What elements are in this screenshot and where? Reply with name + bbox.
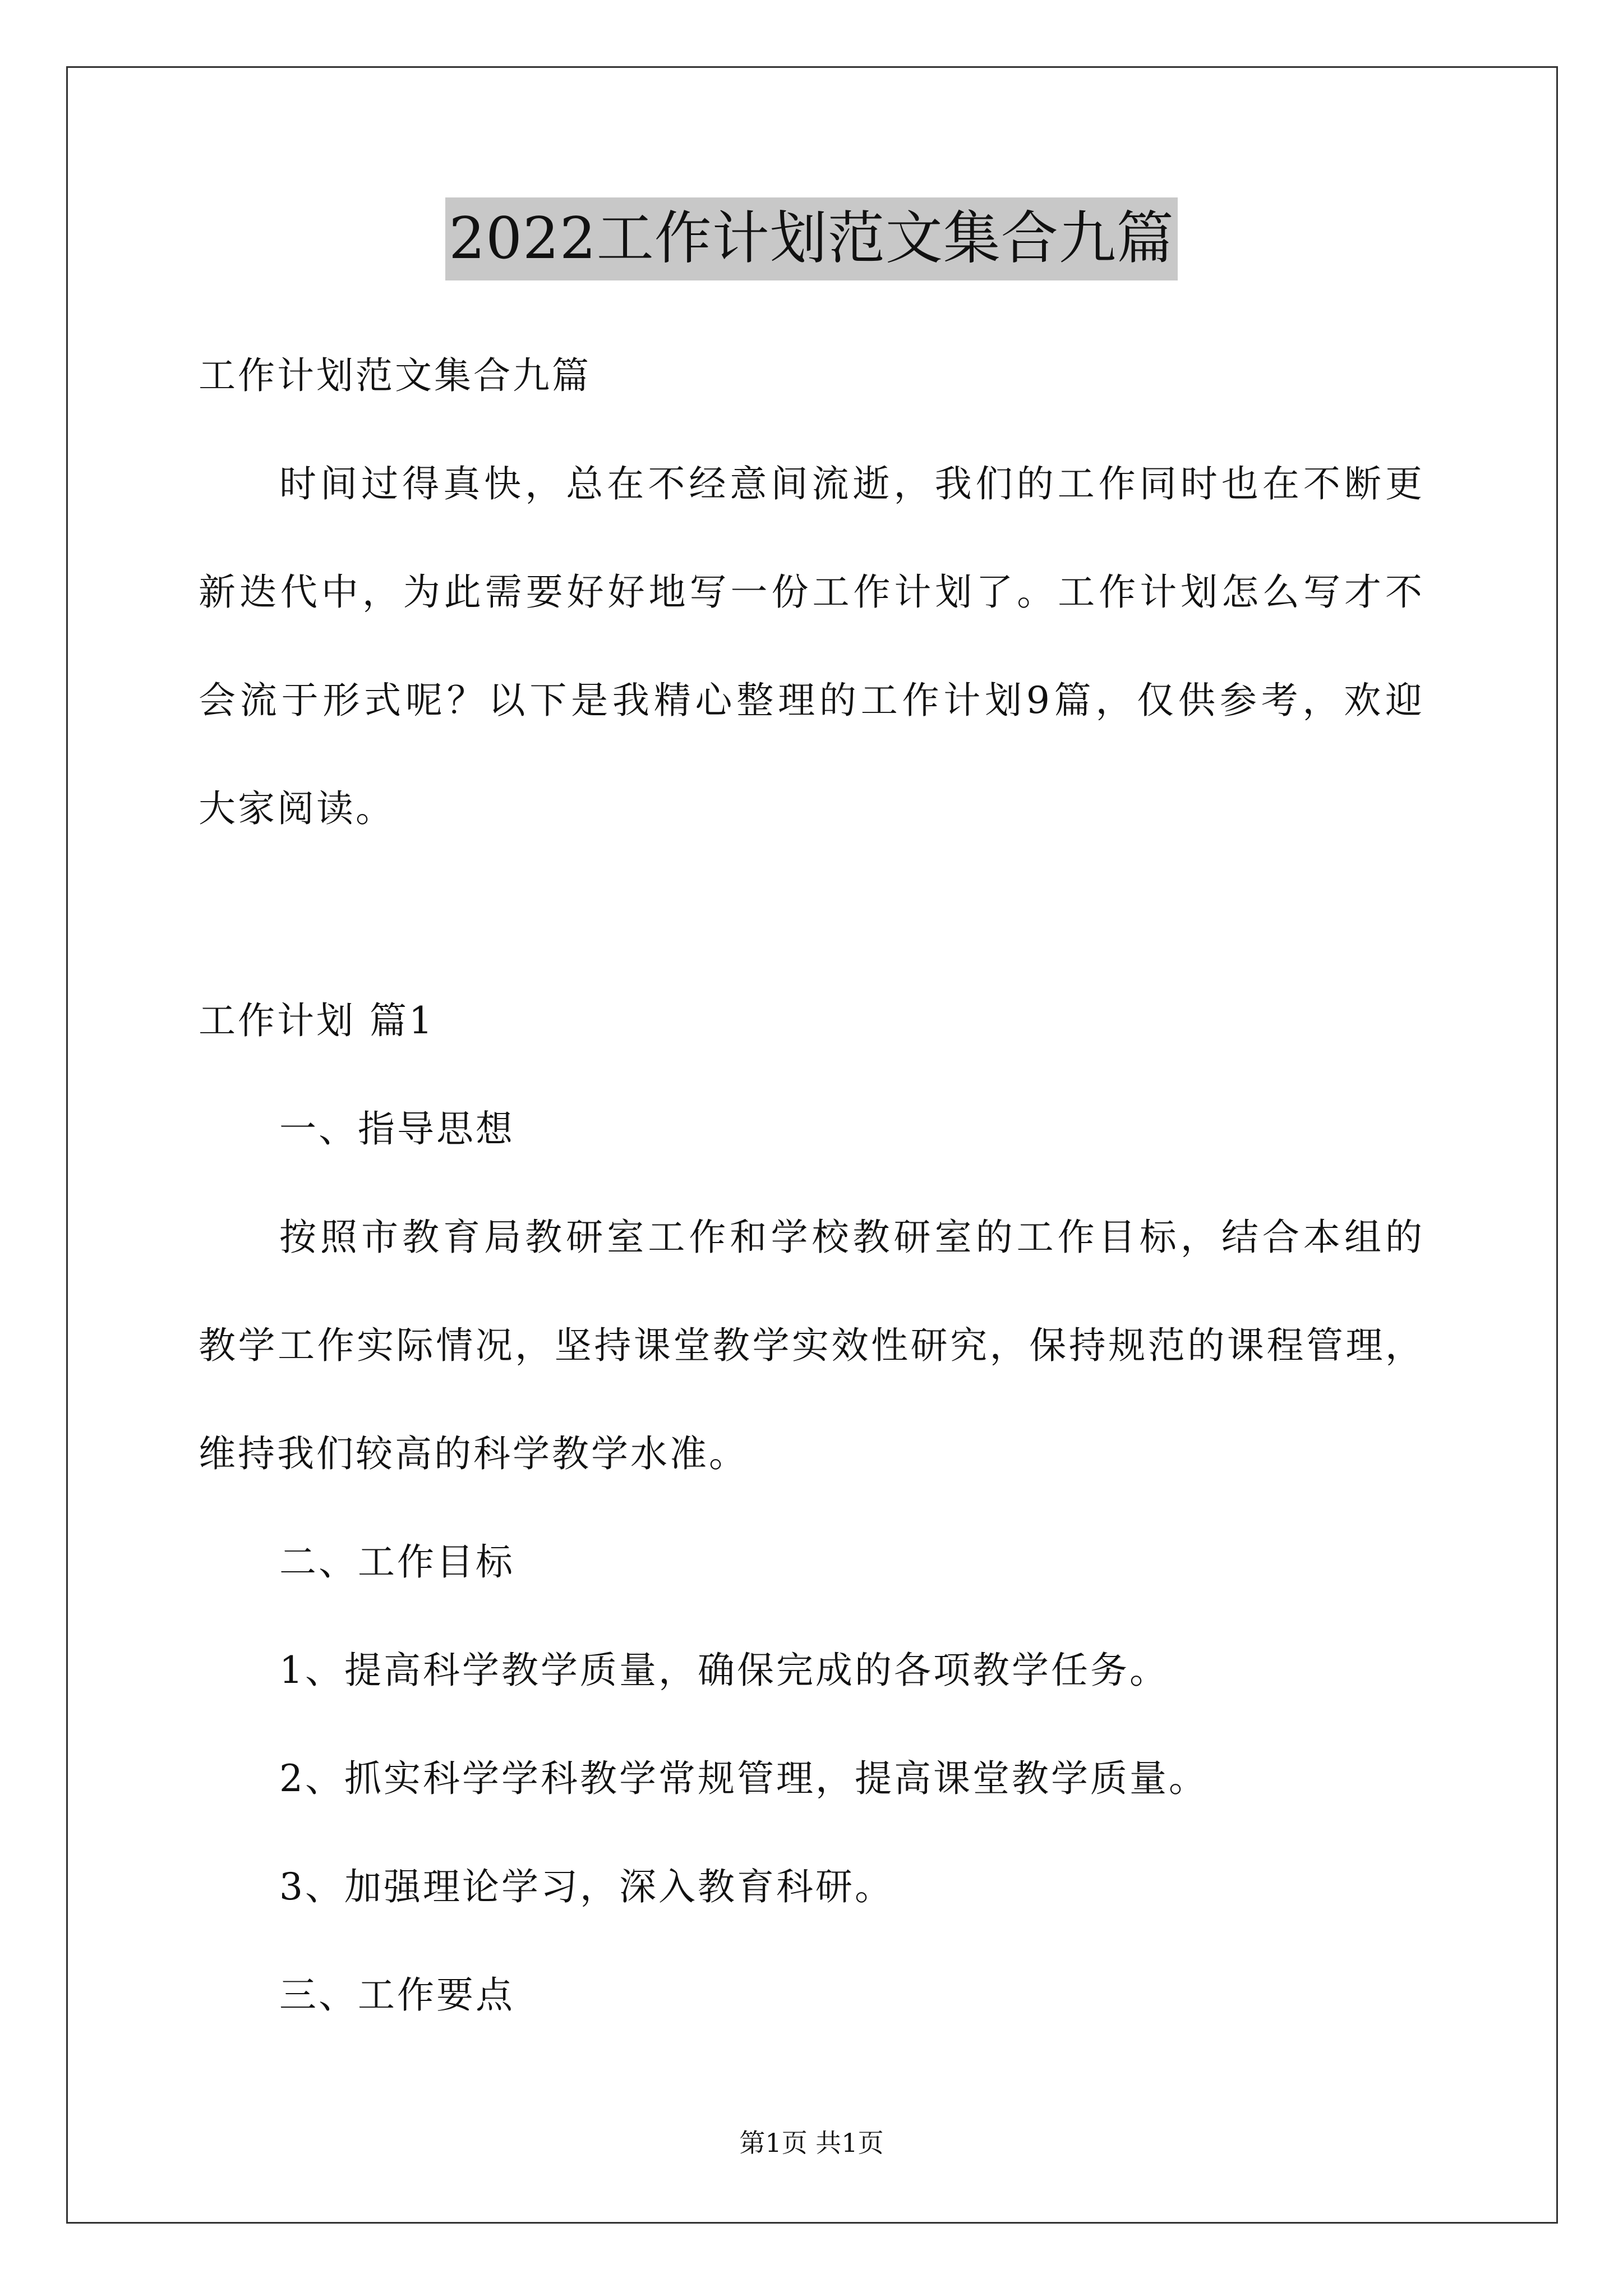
document-title: 2022工作计划范文集合九篇 (445, 197, 1178, 280)
page-footer: 第1页 共1页 (739, 2128, 884, 2158)
paragraph-1-line-2: 教学工作实际情况，坚持课堂教学实效性研究，保持规范的课程管理， (199, 1324, 1424, 1367)
goal-item-3: 3、加强理论学习，深入教育科研。 (279, 1865, 894, 1908)
intro-line-2: 新迭代中，为此需要好好地写一份工作计划了。工作计划怎么写才不 (199, 570, 1424, 614)
section-heading: 工作计划 篇1 (199, 999, 435, 1042)
heading-work-goals: 二、工作目标 (279, 1540, 515, 1584)
heading-guiding-ideology: 一、指导思想 (279, 1107, 515, 1151)
title-container (0, 197, 1623, 280)
document-subtitle: 工作计划范文集合九篇 (199, 354, 591, 397)
intro-line-1: 时间过得真快，总在不经意间流逝，我们的工作同时也在不断更 (279, 462, 1424, 505)
paragraph-1-line-3: 维持我们较高的科学教学水准。 (199, 1432, 748, 1475)
intro-line-3: 会流于形式呢？以下是我精心整理的工作计划9篇，仅供参考，欢迎 (199, 679, 1424, 722)
goal-item-1: 1、提高科学教学质量，确保完成的各项教学任务。 (279, 1649, 1169, 1692)
heading-work-points: 三、工作要点 (279, 1973, 515, 2017)
intro-line-4: 大家阅读。 (199, 787, 395, 830)
goal-item-2: 2、抓实科学学科教学常规管理，提高课堂教学质量。 (279, 1757, 1208, 1800)
paragraph-1-line-1: 按照市教育局教研室工作和学校教研室的工作目标，结合本组的 (279, 1216, 1424, 1259)
